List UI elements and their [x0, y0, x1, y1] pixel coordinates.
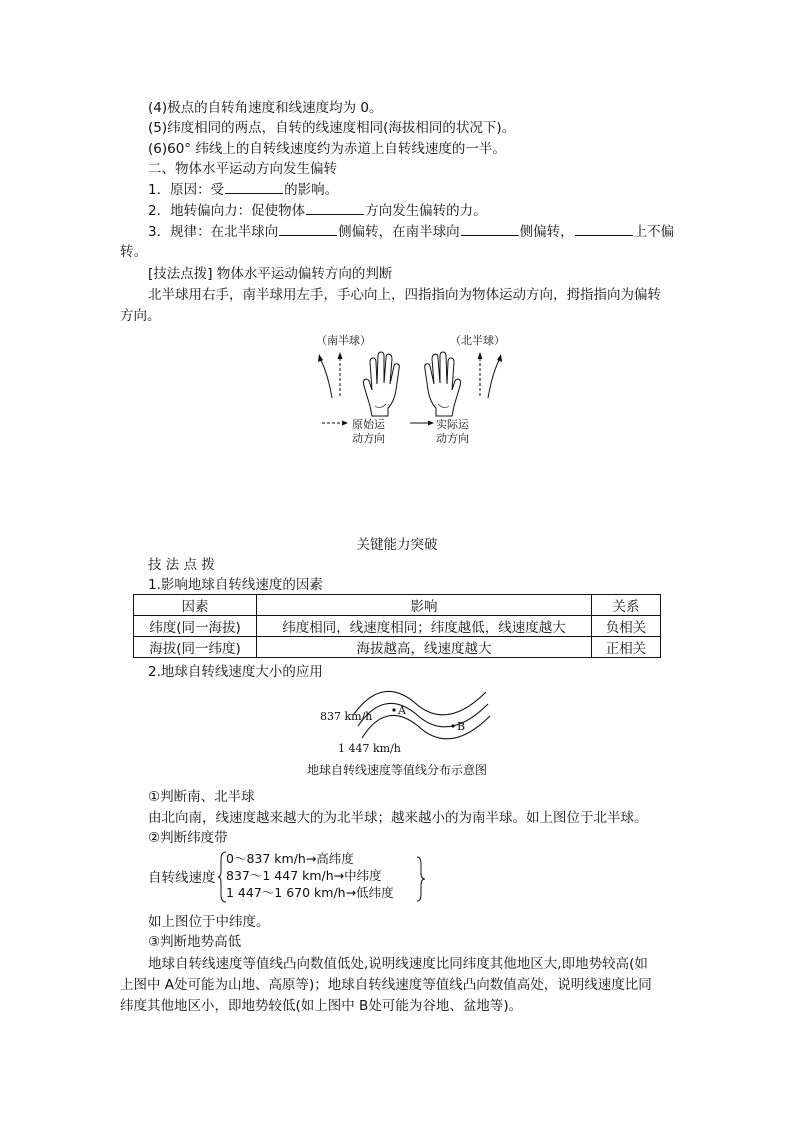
south-hemisphere-label: （南半球）	[316, 334, 371, 347]
table-cell: 海拔(同一纬度)	[134, 637, 257, 658]
part-title: ①判断南、北半球	[148, 789, 255, 805]
legend-actual: 实际运	[436, 418, 469, 431]
table-cell: 正相关	[592, 637, 661, 658]
table-row	[134, 637, 661, 658]
text: 侧偏转，	[519, 224, 574, 240]
text-line	[148, 180, 338, 200]
fill-blank[interactable]	[306, 201, 364, 215]
text: 方向发生偏转的力。	[365, 203, 487, 219]
table-cell: 海拔越高，线速度越大	[257, 637, 592, 658]
text-line: (6)60° 纬线上的自转线速度约为赤道上自转线速度的一半。	[148, 141, 506, 157]
table-cell: 纬度相同，线速度相同；纬度越低，线速度越大	[257, 616, 592, 637]
isoline-label-1447: 1 447 km/h	[338, 742, 401, 755]
text-line: 如上图位于中纬度。	[148, 914, 270, 930]
text: 1．原因：受	[148, 182, 225, 198]
text: 上不偏	[633, 224, 675, 240]
brace-label: 自转线速度	[148, 870, 216, 886]
part-title: ③判断地势高低	[148, 934, 242, 950]
table-header: 因素	[134, 595, 257, 616]
isoline-label-837: 837 km/h	[320, 710, 373, 723]
table-cell: 纬度(同一海拔)	[134, 616, 257, 637]
table-row	[134, 616, 661, 637]
legend-original-2: 动方向	[352, 432, 385, 445]
table-header-row	[134, 595, 661, 616]
tips-heading: 技 法 点 拨	[148, 557, 215, 573]
fill-blank[interactable]	[575, 222, 633, 236]
text-line: 纬度其他地区小，即地势较低(如上图中 B处可能为谷地、盆地等)。	[120, 998, 523, 1014]
right-brace	[416, 856, 426, 902]
figure-caption: 地球自转线速度等值线分布示意图	[306, 763, 487, 777]
text-line	[148, 222, 674, 242]
zone-row: 837～1 447 km/h→中纬度	[226, 868, 382, 883]
text: 的影响。	[284, 182, 339, 198]
fill-blank[interactable]	[461, 222, 519, 236]
point-b-label: B	[457, 720, 466, 733]
text-line: (4)极点的自转角速度和线速度均为 0。	[148, 100, 383, 116]
text: 3．规律：在北半球向	[148, 224, 279, 240]
hands-figure	[312, 328, 512, 448]
section-heading: 二、物体水平运动方向发生偏转	[148, 161, 337, 177]
text-line: [技法点拨] 物体水平运动偏转方向的判断	[148, 266, 393, 282]
factor-table	[133, 594, 661, 658]
text-line: 转。	[120, 244, 147, 260]
section-title: 关键能力突破	[356, 537, 438, 553]
item-heading: 1.影响地球自转线速度的因素	[148, 577, 323, 593]
table-cell: 负相关	[592, 616, 661, 637]
text-line: (5)纬度相同的两点，自转的线速度相同(海拔相同的状况下)。	[148, 120, 516, 136]
text-line: 由北向南，线速度越来越大的为北半球；越来越小的为南半球。如上图位于北半球。	[148, 810, 648, 826]
zone-row: 0～837 km/h→高纬度	[226, 851, 354, 866]
text: 侧偏转，在南半球向	[338, 224, 460, 240]
legend-original: 原始运	[352, 418, 385, 431]
isoline-figure	[318, 684, 498, 764]
fill-blank[interactable]	[279, 222, 337, 236]
fill-blank[interactable]	[225, 180, 283, 194]
table-header: 影响	[257, 595, 592, 616]
text-line: 北半球用右手，南半球用左手，手心向上，四指指向为物体运动方向，拇指指向为偏转	[148, 287, 661, 303]
point-a-label: A	[398, 704, 406, 717]
legend-actual-2: 动方向	[436, 432, 469, 445]
text-line	[148, 201, 487, 221]
text-line: 方向。	[120, 308, 161, 324]
table-header: 关系	[592, 595, 661, 616]
text-line: 地球自转线速度等值线凸向数值低处,说明线速度比同纬度其他地区大,即地势较高(如	[148, 956, 648, 972]
item-heading: 2.地球自转线速度大小的应用	[148, 664, 323, 680]
text: 2．地转偏向力：促使物体	[148, 203, 306, 219]
part-title: ②判断纬度带	[148, 830, 228, 846]
zone-row: 1 447～1 670 km/h→低纬度	[226, 885, 394, 900]
text-line: 上图中 A处可能为山地、高原等)；地球自转线速度等值线凸向数值高处，说明线速度比同	[120, 977, 652, 993]
north-hemisphere-label: （北半球）	[450, 334, 505, 347]
